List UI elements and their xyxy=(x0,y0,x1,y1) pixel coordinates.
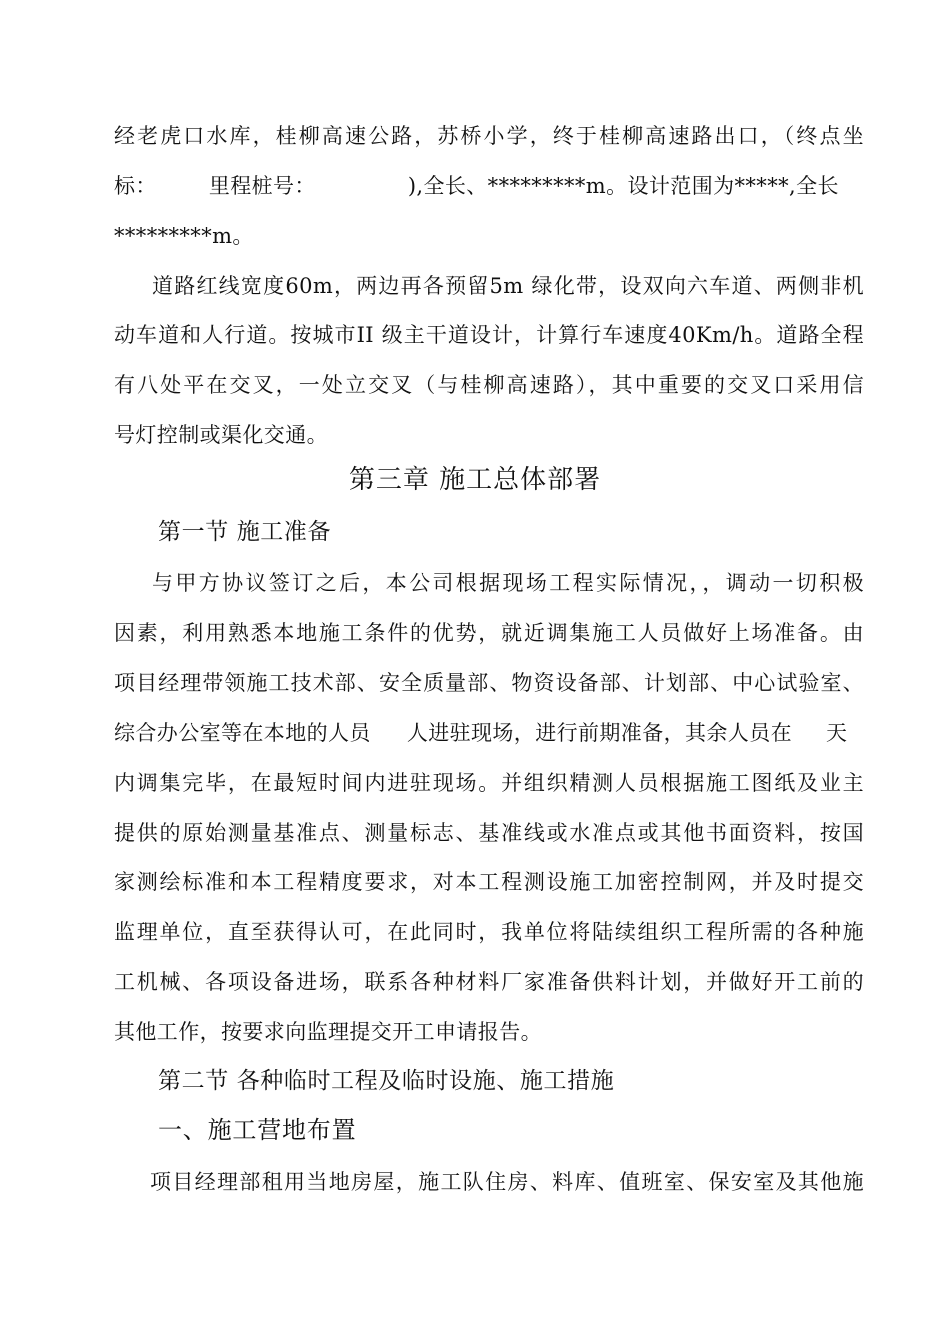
section-1-line-2: 因素，利用熟悉本地施工条件的优势，就近调集施工人员做好上场准备。由 xyxy=(114,621,864,645)
paragraph-1-line-3: *********m。 xyxy=(114,224,254,248)
paragraph-2-line-4: 号灯控制或渠化交通。 xyxy=(114,423,328,447)
paragraph-1-line-2 xyxy=(114,171,864,201)
subsection-1-line-1: 项目经理部租用当地房屋，施工队住房、料库、值班室、保安室及其他施 xyxy=(150,1170,864,1194)
label-coordinate: 标： xyxy=(114,174,157,198)
section-1-line-9: 工机械、各项设备进场，联系各种材料厂家准备供料计划，并做好开工前的 xyxy=(114,970,864,994)
days-text: 天 xyxy=(826,721,848,745)
section-2-title: 第二节 各种临时工程及临时设施、施工措施 xyxy=(158,1068,615,1094)
subsection-1-title: 一、施工营地布置 xyxy=(158,1116,357,1144)
section-1-line-10: 其他工作，按要求向监理提交开工申请报告。 xyxy=(114,1020,542,1044)
length-and-scope: ),全长、*********m。设计范围为*****,全长 xyxy=(407,174,839,198)
paragraph-2-line-3: 有八处平在交叉，一处立交叉（与桂柳高速路），其中重要的交叉口采用信 xyxy=(114,373,864,397)
section-1-line-7: 家测绘标准和本工程精度要求，对本工程测设施工加密控制网，并及时提交 xyxy=(114,870,864,894)
section-1-line-3: 项目经理带领施工技术部、安全质量部、物资设备部、计划部、中心试验室、 xyxy=(114,671,864,695)
paragraph-2-line-1: 道路红线宽度60m，两边再各预留5m 绿化带，设双向六车道、两侧非机 xyxy=(152,274,864,298)
section-1-title: 第一节 施工准备 xyxy=(158,519,332,545)
label-stake-number: 里程桩号： xyxy=(208,174,316,198)
arrival-text: 人进驻现场，进行前期准备，其余人员在 xyxy=(406,721,793,745)
chapter-title: 第三章 施工总体部署 xyxy=(348,465,602,495)
section-1-line-1: 与甲方协议签订之后，本公司根据现场工程实际情况，，调动一切积极 xyxy=(152,571,864,595)
paragraph-1-line-1: 经老虎口水库，桂柳高速公路，苏桥小学，终于桂柳高速路出口，（终点坐 xyxy=(114,124,864,148)
section-1-line-4 xyxy=(114,718,864,748)
section-1-line-6: 提供的原始测量基准点、测量标志、基准线或水准点或其他书面资料，按国 xyxy=(114,821,864,845)
section-1-line-5: 内调集完毕，在最短时间内进驻现场。并组织精测人员根据施工图纸及业主 xyxy=(114,771,864,795)
section-1-line-8: 监理单位，直至获得认可，在此同时，我单位将陆续组织工程所需的各种施 xyxy=(114,920,864,944)
office-staff-text: 综合办公室等在本地的人员 xyxy=(114,721,371,745)
paragraph-2-line-2: 动车道和人行道。按城市II 级主干道设计，计算行车速度40Km/h。道路全程 xyxy=(114,323,864,347)
